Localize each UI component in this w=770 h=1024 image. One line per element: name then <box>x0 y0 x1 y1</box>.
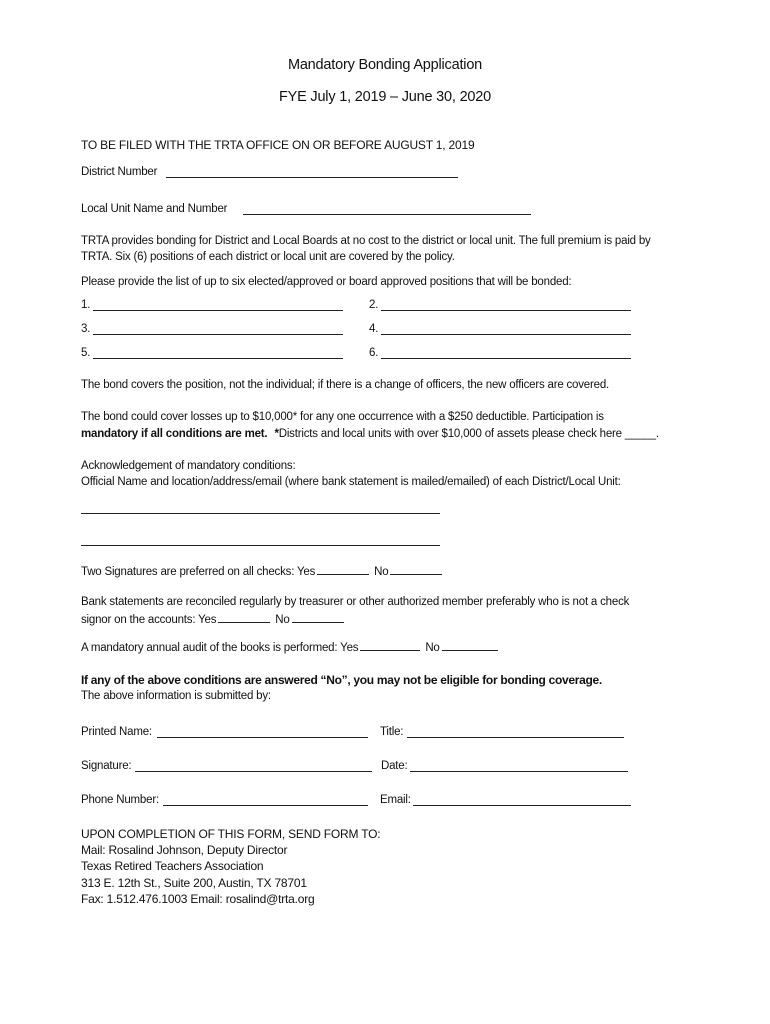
organization-name: Texas Retired Teachers Association <box>81 859 264 873</box>
intro-line-1: TRTA provides bonding for District and Local Boards at no cost to the district or local unit. The full premium is paid by <box>81 235 651 247</box>
two-signatures-no-field[interactable] <box>390 563 442 575</box>
filing-deadline: TO BE FILED WITH THE TRTA OFFICE ON OR BEFORE AUGUST 1, 2019 <box>81 138 475 152</box>
position-4-label: 4. <box>369 323 379 335</box>
assets-check-text: Districts and local units with over $10,000 of assets please check here _____. <box>278 428 659 440</box>
title-field[interactable] <box>407 737 624 738</box>
position-2-label: 2. <box>369 299 379 311</box>
email-label: Email: <box>380 794 411 806</box>
position-6-label: 6. <box>369 347 379 359</box>
annual-audit-yes-field[interactable] <box>360 639 420 651</box>
form-subtitle: FYE July 1, 2019 – June 30, 2020 <box>278 89 492 105</box>
position-1-label: 1. <box>81 299 91 311</box>
bank-statements-no-label: No <box>275 614 290 626</box>
loss-coverage-line-2 <box>81 427 659 441</box>
official-info-label: Official Name and location/address/email (where bank statement is mailed/emailed) of each District/Local Unit: <box>81 476 621 488</box>
mail-recipient: Mail: Rosalind Johnson, Deputy Director <box>81 843 288 857</box>
loss-coverage-line-1: The bond could cover losses up to $10,000* for any one occurrence with a $250 deductible. Participation is <box>81 411 604 423</box>
two-signatures-question <box>81 563 442 579</box>
signature-field[interactable] <box>135 771 372 772</box>
bond-covers-text: The bond covers the position, not the individual; if there is a change of officers, the new officers are covered. <box>81 379 610 391</box>
two-signatures-label: Two Signatures are preferred on all checks: Yes <box>81 566 316 578</box>
asterisk: * <box>274 428 279 440</box>
positions-prompt: Please provide the list of up to six elected/approved or board approved positions that will be bonded: <box>81 276 572 288</box>
annual-audit-label: A mandatory annual audit of the books is performed: Yes <box>81 642 359 654</box>
form-title: Mandatory Bonding Application <box>287 57 483 73</box>
official-info-field-2[interactable] <box>81 545 440 546</box>
mandatory-conditions-text: mandatory if all conditions are met. <box>81 428 268 440</box>
date-field[interactable] <box>410 771 628 772</box>
district-number-label: District Number <box>81 166 158 178</box>
bank-statements-no-field[interactable] <box>292 611 344 623</box>
printed-name-label: Printed Name: <box>81 726 152 738</box>
annual-audit-no-label: No <box>425 642 440 654</box>
title-label: Title: <box>380 726 404 738</box>
position-2-field[interactable] <box>381 310 631 311</box>
signature-label: Signature: <box>81 760 132 772</box>
printed-name-field[interactable] <box>157 737 368 738</box>
bank-statements-yes-field[interactable] <box>218 611 270 623</box>
date-label: Date: <box>381 760 408 772</box>
official-info-field-1[interactable] <box>81 513 440 514</box>
position-4-field[interactable] <box>381 334 631 335</box>
bank-statements-line-2 <box>81 611 344 627</box>
annual-audit-no-field[interactable] <box>442 639 498 651</box>
fax-email-contact: Fax: 1.512.476.1003 Email: rosalind@trta.org <box>81 892 315 906</box>
position-1-field[interactable] <box>93 310 343 311</box>
send-form-heading: UPON COMPLETION OF THIS FORM, SEND FORM TO: <box>81 827 381 841</box>
position-3-label: 3. <box>81 323 91 335</box>
two-signatures-yes-field[interactable] <box>317 563 369 575</box>
district-number-field[interactable] <box>166 177 458 178</box>
email-field[interactable] <box>413 805 631 806</box>
local-unit-label: Local Unit Name and Number <box>81 203 228 215</box>
eligibility-warning: If any of the above conditions are answered “No”, you may not be eligible for bonding coverage. <box>81 673 602 687</box>
position-5-label: 5. <box>81 347 91 359</box>
bank-statements-label: signor on the accounts: Yes <box>81 614 217 626</box>
intro-line-2: TRTA. Six (6) positions of each district or local unit are covered by the policy. <box>81 251 455 263</box>
position-5-field[interactable] <box>93 358 343 359</box>
local-unit-field[interactable] <box>243 214 531 215</box>
position-3-field[interactable] <box>93 334 343 335</box>
position-6-field[interactable] <box>381 358 631 359</box>
acknowledgement-heading: Acknowledgement of mandatory conditions: <box>81 460 296 472</box>
submitted-by-text: The above information is submitted by: <box>81 690 271 702</box>
phone-number-field[interactable] <box>163 805 368 806</box>
bank-statements-line-1: Bank statements are reconciled regularly by treasurer or other authorized member preferably who is not a check <box>81 596 630 608</box>
annual-audit-question <box>81 639 498 655</box>
phone-number-label: Phone Number: <box>81 794 159 806</box>
two-signatures-no-label: No <box>374 566 389 578</box>
mailing-address: 313 E. 12th St., Suite 200, Austin, TX 78701 <box>81 876 307 890</box>
